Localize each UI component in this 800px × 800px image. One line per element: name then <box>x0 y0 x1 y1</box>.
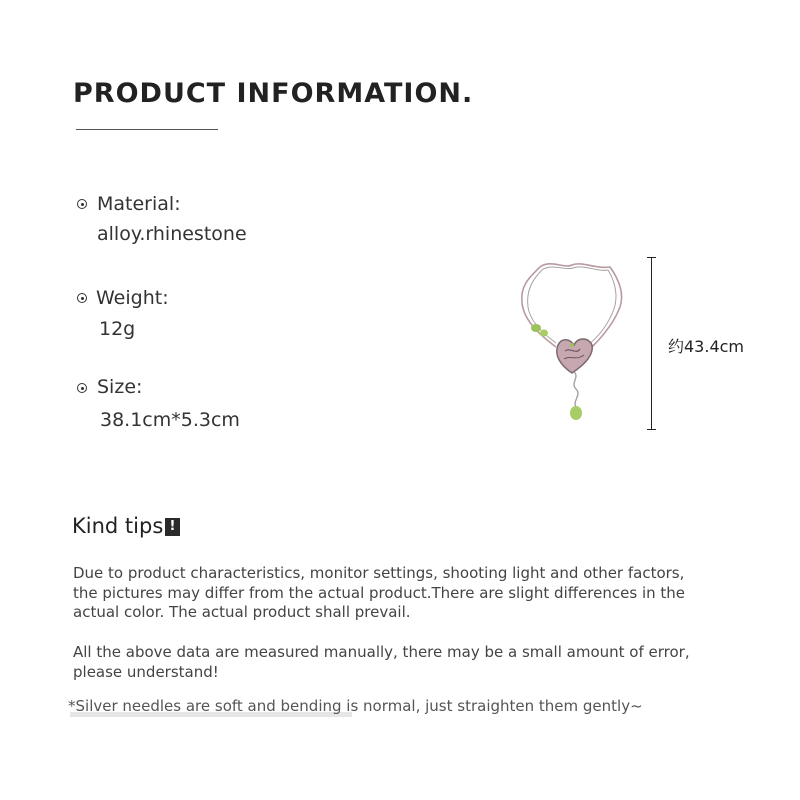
bullet-icon <box>77 383 87 393</box>
weight-label: Weight: <box>96 287 169 309</box>
material-value: alloy.rhinestone <box>97 223 247 245</box>
bullet-icon <box>77 199 87 209</box>
measure-line <box>651 257 652 430</box>
material-label: Material: <box>97 193 181 215</box>
weight-value: 12g <box>99 318 136 340</box>
necklace-product-image <box>510 255 635 425</box>
page-title: PRODUCT INFORMATION. <box>73 78 474 109</box>
length-label: 约43.4cm <box>668 337 745 356</box>
silver-needle-note: *Silver needles are soft and bending is normal, just straighten them gently~ <box>68 697 643 715</box>
size-value: 38.1cm*5.3cm <box>100 409 240 431</box>
tips-paragraph-2: All the above data are measured manually, there may be a small amount of error, please understand! <box>73 643 690 681</box>
exclamation-icon: ! <box>165 518 180 536</box>
tips-paragraph-1: Due to product characteristics, monitor settings, shooting light and other factors, the pictures may differ from the actual product.There are slight differences in the actual color. The actual product shall prevail. <box>73 564 685 621</box>
size-label: Size: <box>97 376 143 398</box>
kind-tips-title: Kind tips <box>72 514 164 538</box>
bullet-icon <box>77 293 87 303</box>
measure-bottom-cap <box>647 429 656 430</box>
title-divider <box>76 129 218 130</box>
